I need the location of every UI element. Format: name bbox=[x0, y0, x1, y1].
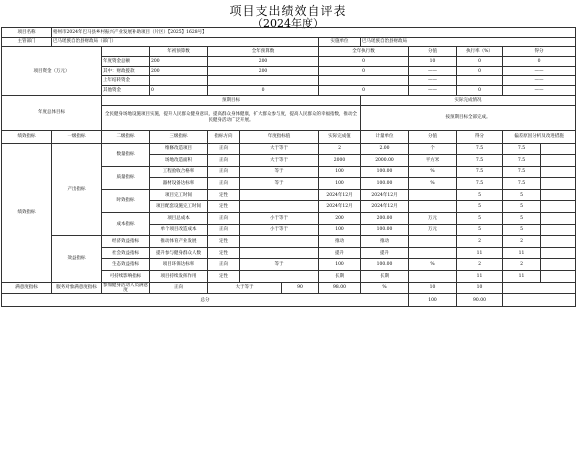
indicator-unit: % bbox=[409, 259, 457, 271]
indicator-score: 7.5 bbox=[457, 155, 503, 167]
col-header: 指标方向 bbox=[208, 130, 240, 143]
col-header: 三级指标 bbox=[150, 130, 208, 143]
indicator-score: 7.5 bbox=[457, 178, 503, 190]
perf-label: 绩效指标 bbox=[2, 143, 52, 282]
indicator-unit: 万元 bbox=[409, 224, 457, 236]
goals-label: 年度总体目标 bbox=[2, 95, 102, 130]
indicator-note bbox=[541, 259, 576, 271]
group-satisfaction: 满意度指标 bbox=[2, 282, 52, 294]
indicator-score: 11 bbox=[457, 271, 503, 283]
project-value: 梧州市2024年巴马县乡村振兴产业发展补助项目（片区）【2025】1628号】 bbox=[52, 28, 576, 38]
indicator-unit: 个 bbox=[409, 143, 457, 155]
funds-cell bbox=[150, 76, 208, 86]
funds-cell: 10 bbox=[409, 57, 457, 67]
indicator-op: 小于等于 bbox=[240, 224, 319, 236]
indicator-op bbox=[240, 236, 319, 248]
indicator-unit bbox=[409, 271, 457, 283]
indicator-target: 2 bbox=[319, 143, 361, 155]
indicator-target: 100 bbox=[319, 224, 361, 236]
funds-cell: —— bbox=[409, 86, 457, 96]
indicator-dir: 定性 bbox=[208, 189, 240, 201]
indicator-name: 器材设备达标率 bbox=[150, 178, 208, 190]
indicator-actual: 提升 bbox=[361, 247, 409, 259]
indicator-got: 11 bbox=[503, 247, 541, 259]
indicator-score: 2 bbox=[457, 236, 503, 248]
subgroup-economic: 经济效益指标 bbox=[102, 236, 150, 248]
indicator-op: 大于等于 bbox=[240, 143, 319, 155]
indicator-score: 7.5 bbox=[457, 166, 503, 178]
indicator-unit bbox=[409, 189, 457, 201]
project-row bbox=[2, 28, 576, 38]
indicator-dir: 正向 bbox=[208, 166, 240, 178]
subgroup-sustainable: 可持续影响指标 bbox=[102, 271, 150, 283]
funds-label: 项目资金（万元） bbox=[2, 47, 102, 95]
funds-cell: —— bbox=[409, 66, 457, 76]
funds-row-name: 其中：财政拨款 bbox=[102, 66, 150, 76]
indicator-got: 11 bbox=[503, 271, 541, 283]
indicator-unit bbox=[409, 247, 457, 259]
indicator-got: 7.5 bbox=[503, 155, 541, 167]
subgroup-serviced: 服务对象满意度指标 bbox=[52, 282, 102, 294]
funds-header-row bbox=[2, 47, 576, 57]
indicator-got: 10 bbox=[457, 282, 503, 294]
indicator-header-row bbox=[2, 130, 576, 143]
indicator-name: 场地改造面积 bbox=[150, 155, 208, 167]
indicator-target: 2024年12月 bbox=[319, 189, 361, 201]
funds-cell: —— bbox=[503, 86, 576, 96]
funds-header: 年初预算数 bbox=[150, 47, 208, 57]
indicator-dir: 定性 bbox=[208, 236, 240, 248]
subgroup-quality: 质量指标 bbox=[102, 166, 150, 189]
funds-cell: 0 bbox=[150, 86, 208, 96]
indicator-score: 11 bbox=[457, 247, 503, 259]
indicator-actual: 长期 bbox=[361, 271, 409, 283]
indicator-note bbox=[541, 155, 576, 167]
indicator-name: 工程验收合格率 bbox=[150, 166, 208, 178]
funds-header: 执行率（%） bbox=[457, 47, 503, 57]
indicator-note bbox=[541, 236, 576, 248]
indicator-target: 2000 bbox=[319, 155, 361, 167]
indicator-note bbox=[541, 178, 576, 190]
funds-cell: 200 bbox=[150, 66, 208, 76]
indicator-unit: 平方米 bbox=[409, 155, 457, 167]
indicator-dir: 正向 bbox=[150, 282, 208, 294]
funds-cell bbox=[319, 76, 409, 86]
indicator-target: 提升 bbox=[319, 247, 361, 259]
funds-header: 全年执行数 bbox=[319, 47, 409, 57]
indicator-note bbox=[541, 143, 576, 155]
indicator-score: 2 bbox=[457, 259, 503, 271]
indicator-op bbox=[240, 201, 319, 213]
indicator-target: 2024年12月 bbox=[319, 201, 361, 213]
col-header: 得分 bbox=[457, 130, 503, 143]
funds-row-name: 年度资金总额 bbox=[102, 57, 150, 67]
indicator-name: 提升参与健身群众人数 bbox=[150, 247, 208, 259]
indicator-op: 小于等于 bbox=[240, 213, 319, 225]
funds-cell: —— bbox=[503, 76, 576, 86]
indicator-got: 2 bbox=[503, 236, 541, 248]
col-header: 偏差原因分析及改进措施 bbox=[503, 130, 576, 143]
indicator-target: 90 bbox=[282, 282, 319, 294]
dept-row bbox=[2, 37, 576, 47]
indicator-got: 7.5 bbox=[503, 178, 541, 190]
funds-cell: 0 bbox=[457, 66, 503, 76]
col-header: 一级指标 bbox=[52, 130, 102, 143]
subgroup-social: 社会效益指标 bbox=[102, 247, 150, 259]
goals-actual-label: 实际完成情况 bbox=[361, 95, 576, 105]
indicator-actual: 2024年12月 bbox=[361, 189, 409, 201]
indicator-op: 等于 bbox=[240, 259, 319, 271]
funds-cell: 0 bbox=[503, 57, 576, 67]
funds-cell: 0 bbox=[319, 66, 409, 76]
indicator-op: 等于 bbox=[240, 166, 319, 178]
funds-cell bbox=[208, 76, 319, 86]
indicator-name: 项目总成本 bbox=[150, 213, 208, 225]
indicator-dir: 定性 bbox=[208, 247, 240, 259]
indicator-target: 100 bbox=[319, 166, 361, 178]
indicator-unit: % bbox=[409, 166, 457, 178]
subgroup-cost: 成本指标 bbox=[102, 213, 150, 236]
dept-value: 巴马瑶族自治县财政局（部门） bbox=[52, 37, 319, 47]
funds-cell: 0 bbox=[457, 86, 503, 96]
col-header: 实际完成值 bbox=[319, 130, 361, 143]
indicator-unit bbox=[409, 236, 457, 248]
indicator-actual: 100.00 bbox=[361, 178, 409, 190]
total-score: 100 bbox=[409, 294, 457, 307]
indicator-name: 项目环保达标率 bbox=[150, 259, 208, 271]
group-benefit: 效益指标 bbox=[52, 236, 102, 282]
indicator-unit: % bbox=[361, 282, 409, 294]
col-header: 分值 bbox=[409, 130, 457, 143]
goals-actual: 按预期目标全部完成。 bbox=[361, 105, 576, 130]
indicator-got: 5 bbox=[503, 189, 541, 201]
funds-cell: 200 bbox=[208, 57, 319, 67]
project-label: 项目名称 bbox=[2, 28, 52, 38]
funds-cell: 200 bbox=[150, 57, 208, 67]
indicator-got: 7.5 bbox=[503, 143, 541, 155]
dept-label: 主管部门 bbox=[2, 37, 52, 47]
indicator-target: 100 bbox=[319, 178, 361, 190]
indicator-op: 大于等于 bbox=[208, 282, 282, 294]
indicator-name: 推动体育产业发展 bbox=[150, 236, 208, 248]
indicator-dir: 正向 bbox=[208, 155, 240, 167]
funds-header: 得分 bbox=[503, 47, 576, 57]
indicator-actual: 200.00 bbox=[361, 213, 409, 225]
indicator-op bbox=[240, 247, 319, 259]
indicator-note bbox=[541, 247, 576, 259]
unit-label: 实施单位 bbox=[319, 37, 361, 47]
funds-cell: 0 bbox=[457, 57, 503, 67]
indicator-unit: 万元 bbox=[409, 213, 457, 225]
indicator-note bbox=[541, 166, 576, 178]
indicator-op bbox=[240, 189, 319, 201]
indicator-note bbox=[541, 271, 576, 283]
funds-cell: 0 bbox=[319, 57, 409, 67]
col-header: 年度指标值 bbox=[240, 130, 319, 143]
indicator-actual: 2.00 bbox=[361, 143, 409, 155]
indicator-actual: 98.00 bbox=[319, 282, 361, 294]
indicator-op bbox=[240, 271, 319, 283]
funds-row-name: 上年结转资金 bbox=[102, 76, 150, 86]
indicator-score: 7.5 bbox=[457, 143, 503, 155]
goals-expected: 全民健身场地设施项目实施，提升人民群众健身意识，提高群众身体健康，扩大群众参与度，提高人民群众的幸福指数，推动全民健身活动广泛开展。 bbox=[102, 105, 361, 130]
indicator-target: 长期 bbox=[319, 271, 361, 283]
page-subtitle: （2024年度） bbox=[252, 17, 324, 30]
indicator-actual: 100.00 bbox=[361, 166, 409, 178]
indicator-got: 5 bbox=[503, 201, 541, 213]
funds-header: 全年预算数 bbox=[208, 47, 319, 57]
indicator-target: 推动 bbox=[319, 236, 361, 248]
funds-header: 分值 bbox=[409, 47, 457, 57]
indicator-name: 项目配套设施完工时间 bbox=[150, 201, 208, 213]
indicator-note bbox=[541, 224, 576, 236]
indicator-dir: 正向 bbox=[208, 224, 240, 236]
funds-cell bbox=[457, 76, 503, 86]
goals-expected-label: 预期目标 bbox=[102, 95, 361, 105]
group-output: 产出指标 bbox=[52, 143, 102, 236]
indicator-op: 等于 bbox=[240, 178, 319, 190]
indicator-name: 维修改造项目 bbox=[150, 143, 208, 155]
evaluation-table bbox=[1, 27, 576, 307]
page-title: 项目支出绩效自评表 bbox=[229, 4, 347, 18]
indicator-dir: 正向 bbox=[208, 178, 240, 190]
indicator-score: 5 bbox=[457, 213, 503, 225]
col-header: 绩效指标 bbox=[2, 130, 52, 143]
indicator-score: 5 bbox=[457, 201, 503, 213]
total-got: 90.00 bbox=[457, 294, 503, 307]
indicator-got: 5 bbox=[503, 213, 541, 225]
indicator-actual: 100.00 bbox=[361, 224, 409, 236]
indicator-actual: 推动 bbox=[361, 236, 409, 248]
indicator-score: 10 bbox=[409, 282, 457, 294]
indicator-name: 单个项目改造成本 bbox=[150, 224, 208, 236]
indicator-actual: 2000.00 bbox=[361, 155, 409, 167]
indicator-target: 200 bbox=[319, 213, 361, 225]
funds-cell: 0 bbox=[208, 86, 319, 96]
indicator-score: 5 bbox=[457, 189, 503, 201]
goals-header-row bbox=[2, 95, 576, 105]
unit-value: 巴马瑶族自治县财政局 bbox=[361, 37, 576, 47]
indicator-note bbox=[541, 201, 576, 213]
total-label: 总分 bbox=[2, 294, 409, 307]
indicator-got: 2 bbox=[503, 259, 541, 271]
funds-cell: 200 bbox=[208, 66, 319, 76]
indicator-name: 参加健身活动人员满意度 bbox=[103, 282, 148, 293]
col-header: 二级指标 bbox=[102, 130, 150, 143]
indicator-dir: 正向 bbox=[208, 213, 240, 225]
funds-cell: 0 bbox=[319, 86, 409, 96]
indicator-unit: % bbox=[409, 178, 457, 190]
indicator-note bbox=[541, 189, 576, 201]
indicator-dir: 定性 bbox=[208, 201, 240, 213]
indicator-dir: 定性 bbox=[208, 271, 240, 283]
col-header: 计量单位 bbox=[361, 130, 409, 143]
total-row bbox=[2, 294, 576, 307]
indicator-score: 5 bbox=[457, 224, 503, 236]
indicator-dir: 正向 bbox=[208, 143, 240, 155]
funds-row-name: 其他资金 bbox=[102, 86, 150, 96]
indicator-op: 大于等于 bbox=[240, 155, 319, 167]
subgroup-quantity: 数量指标 bbox=[102, 143, 150, 166]
indicator-dir: 正向 bbox=[208, 259, 240, 271]
indicator-unit bbox=[409, 201, 457, 213]
indicator-actual: 2024年12月 bbox=[361, 201, 409, 213]
subgroup-time: 时效指标 bbox=[102, 189, 150, 212]
funds-cell: —— bbox=[503, 66, 576, 76]
indicator-got: 7.5 bbox=[503, 166, 541, 178]
funds-cell: —— bbox=[409, 76, 457, 86]
indicator-name: 项目完工时间 bbox=[150, 189, 208, 201]
indicator-note bbox=[503, 282, 576, 294]
indicator-note bbox=[541, 213, 576, 225]
indicator-name: 项目持续发挥作用 bbox=[150, 271, 208, 283]
indicator-target: 100 bbox=[319, 259, 361, 271]
indicator-actual: 100.00 bbox=[361, 259, 409, 271]
indicator-got: 5 bbox=[503, 224, 541, 236]
subgroup-ecological: 生态效益指标 bbox=[102, 259, 150, 271]
